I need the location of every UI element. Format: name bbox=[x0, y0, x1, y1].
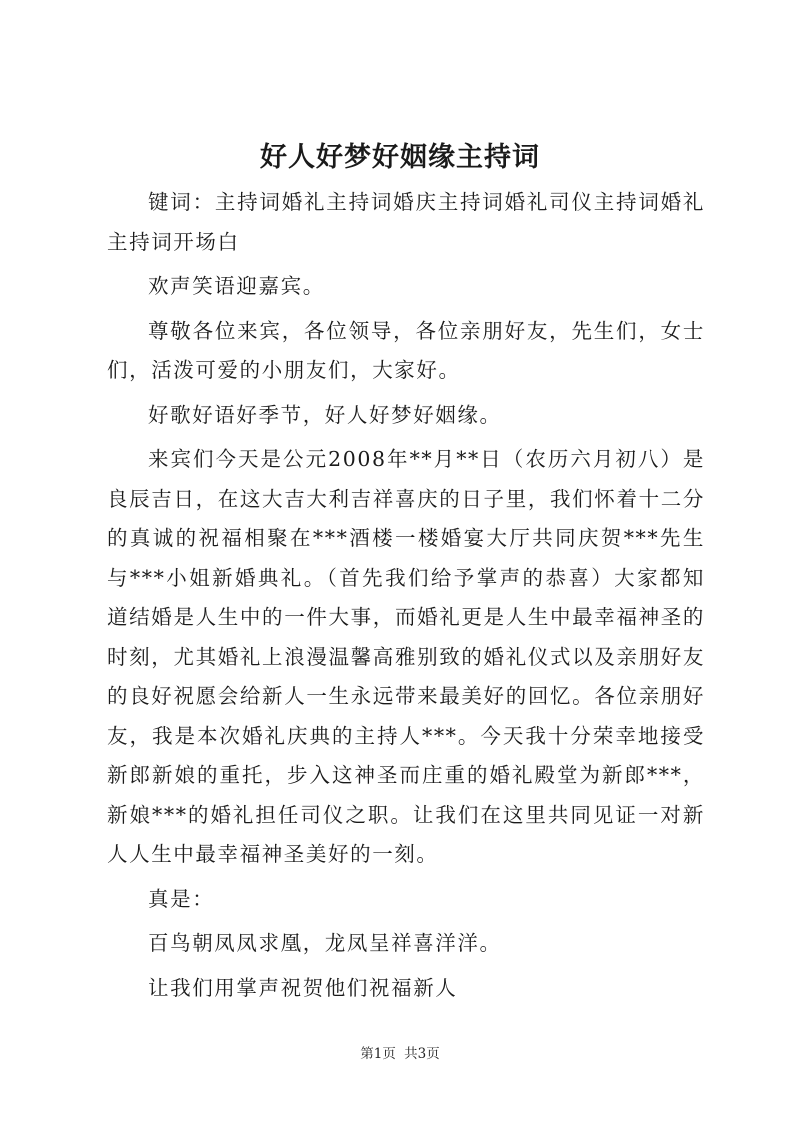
paragraph-salutation: 尊敬各位来宾，各位领导，各位亲朋好友，先生们，女士们，活泼可爱的小朋友们，大家好。 bbox=[107, 318, 705, 382]
paragraph-greeting-line: 欢声笑语迎嘉宾。 bbox=[148, 274, 325, 298]
paragraph-couplet-intro: 好歌好语好季节，好人好梦好姻缘。 bbox=[148, 402, 502, 427]
paragraph-main-body: 来宾们今天是公元2008年**月**日（农历六月初八）是良辰吉日，在这大吉大利吉祥喜庆的日子里，我们怀着十二分的真诚的祝福相聚在***酒楼一楼婚宴大厅共同庆贺***先生与***小姐新婚典礼。（首先我们给予掌声的恭喜）大家都知道结婚是人生中的一件大事，而婚礼更是人生中最幸福神圣的时刻，尤其婚礼上浪漫温馨高雅别致的婚礼仪式以及亲朋好友的良好祝愿会给新人一生永远带来最美好的回忆。各位亲朋好友，我是本次婚礼庆典的主持人***。今天我十分荣幸地接受新郎新娘的重托，步入这神圣而庄重的婚礼殿堂为新郎***，新娘***的婚礼担任司仪之职。让我们在这里共同见证一对新人人生中最幸福神圣美好的一刻。 bbox=[107, 447, 705, 866]
paragraph-keywords: 键词：主持词婚礼主持词婚庆主持词婚礼司仪主持词婚礼主持词开场白 bbox=[107, 190, 705, 254]
page-title: 好人好梦好姻缘主持词 bbox=[260, 142, 540, 173]
page-number: 第1页 bbox=[360, 1046, 396, 1062]
page-total: 共3页 bbox=[404, 1046, 440, 1062]
paragraph-applause: 让我们用掌声祝贺他们祝福新人 bbox=[148, 975, 458, 1000]
document-body bbox=[107, 183, 705, 1013]
page-footer bbox=[0, 1044, 800, 1064]
paragraph-couplet: 百鸟朝凤凤求凰，龙凤呈祥喜洋洋。 bbox=[148, 931, 502, 955]
paragraph-truly: 真是： bbox=[148, 886, 215, 911]
